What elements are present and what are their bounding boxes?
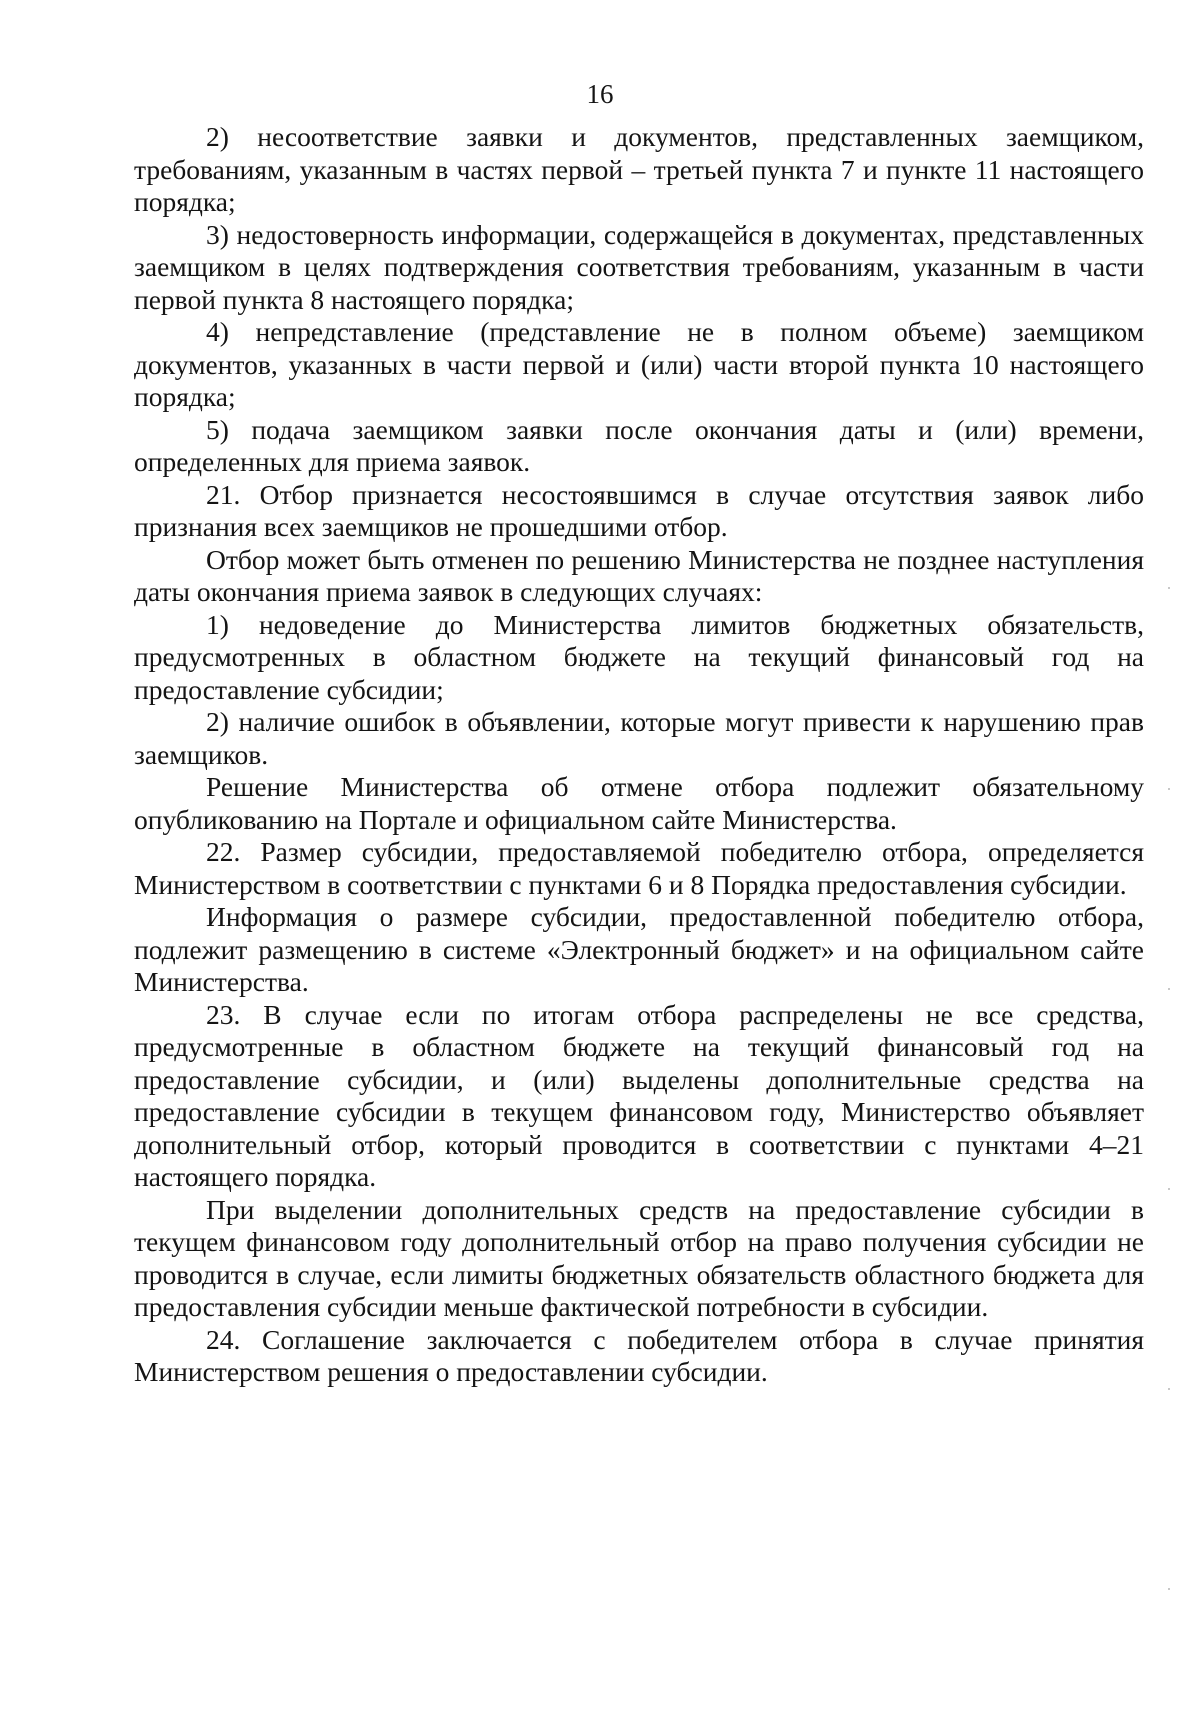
- document-body: [134, 121, 1144, 1389]
- paragraph-subsidy-info-publication: Информация о размере субсидии, предоставленной победителю отбора, подлежит размещению в системе «Электронный бюджет» и на официальном сайте Министерства.: [134, 901, 1144, 997]
- scan-dot: [1168, 587, 1170, 589]
- paragraph-item-4-missing-documents: 4) непредставление (представление не в полном объеме) заемщиком документов, указанных в части первой и (или) части второй пункта 10 настоящего порядка;: [134, 316, 1144, 412]
- paragraph-additional-selection: При выделении дополнительных средств на предоставление субсидии в текущем финансовом году дополнительный отбор на право получения субсидии не проводится в случае, если лимиты бюджетных обязательств областного бюджета для предоставления субсидии меньше фактической потребности в субсидии.: [134, 1193, 1144, 1322]
- paragraph-clause-24: 24. Соглашение заключается с победителем отбора в случае принятия Министерством решения о предоставлении субсидии.: [134, 1323, 1144, 1387]
- paragraph-item-2-mismatch: 2) несоответствие заявки и документов, представленных заемщиком, требованиям, указанным в частях первой – третьей пункта 7 и пункте 11 настоящего порядка;: [134, 121, 1144, 217]
- paragraph-clause-22: 22. Размер субсидии, предоставляемой победителю отбора, определяется Министерством в соответствии с пунктами 6 и 8 Порядка предоставления субсидии.: [134, 836, 1144, 900]
- paragraph-item-5-late-submission: 5) подача заемщиком заявки после окончания даты и (или) времени, определенных для приема заявок.: [134, 413, 1144, 477]
- scan-dot: [1168, 1388, 1170, 1390]
- scan-dot: [1168, 1588, 1170, 1590]
- paragraph-item-3-unreliable-info: 3) недостоверность информации, содержащейся в документах, представленных заемщиком в целях подтверждения соответствия требованиям, указанным в части первой пункта 8 настоящего порядка;: [134, 218, 1144, 315]
- scan-dot: [1168, 788, 1170, 790]
- paragraph-clause-23: 23. В случае если по итогам отбора распределены не все средства, предусмотренные в областном бюджете на текущий финансовый год на предоставление субсидии, и (или) выделены дополнительные средства на предоставление субсидии в текущем финансовом году, Министерство объявляет дополнительный отбор, который проводится в соответствии с пунктами 4–21 настоящего порядка.: [134, 998, 1144, 1192]
- page-number: 16: [586, 79, 614, 109]
- paragraph-cancellation-publication: Решение Министерства об отмене отбора подлежит обязательному опубликованию на Портале и официальном сайте Министерства.: [134, 771, 1144, 835]
- scan-dot: [1168, 988, 1170, 990]
- scan-dot: [1168, 1188, 1170, 1190]
- paragraph-cancellation-item-2: 2) наличие ошибок в объявлении, которые могут привести к нарушению прав заемщиков.: [134, 706, 1144, 770]
- paragraph-cancellation-item-1: 1) недоведение до Министерства лимитов бюджетных обязательств, предусмотренных в областном бюджете на текущий финансовый год на предоставление субсидии;: [134, 608, 1144, 705]
- paragraph-cancellation-cases: Отбор может быть отменен по решению Министерства не позднее наступления даты окончания приема заявок в следующих случаях:: [134, 543, 1144, 607]
- paragraph-clause-21: 21. Отбор признается несостоявшимся в случае отсутствия заявок либо признания всех заемщиков не прошедшими отбор.: [134, 478, 1144, 542]
